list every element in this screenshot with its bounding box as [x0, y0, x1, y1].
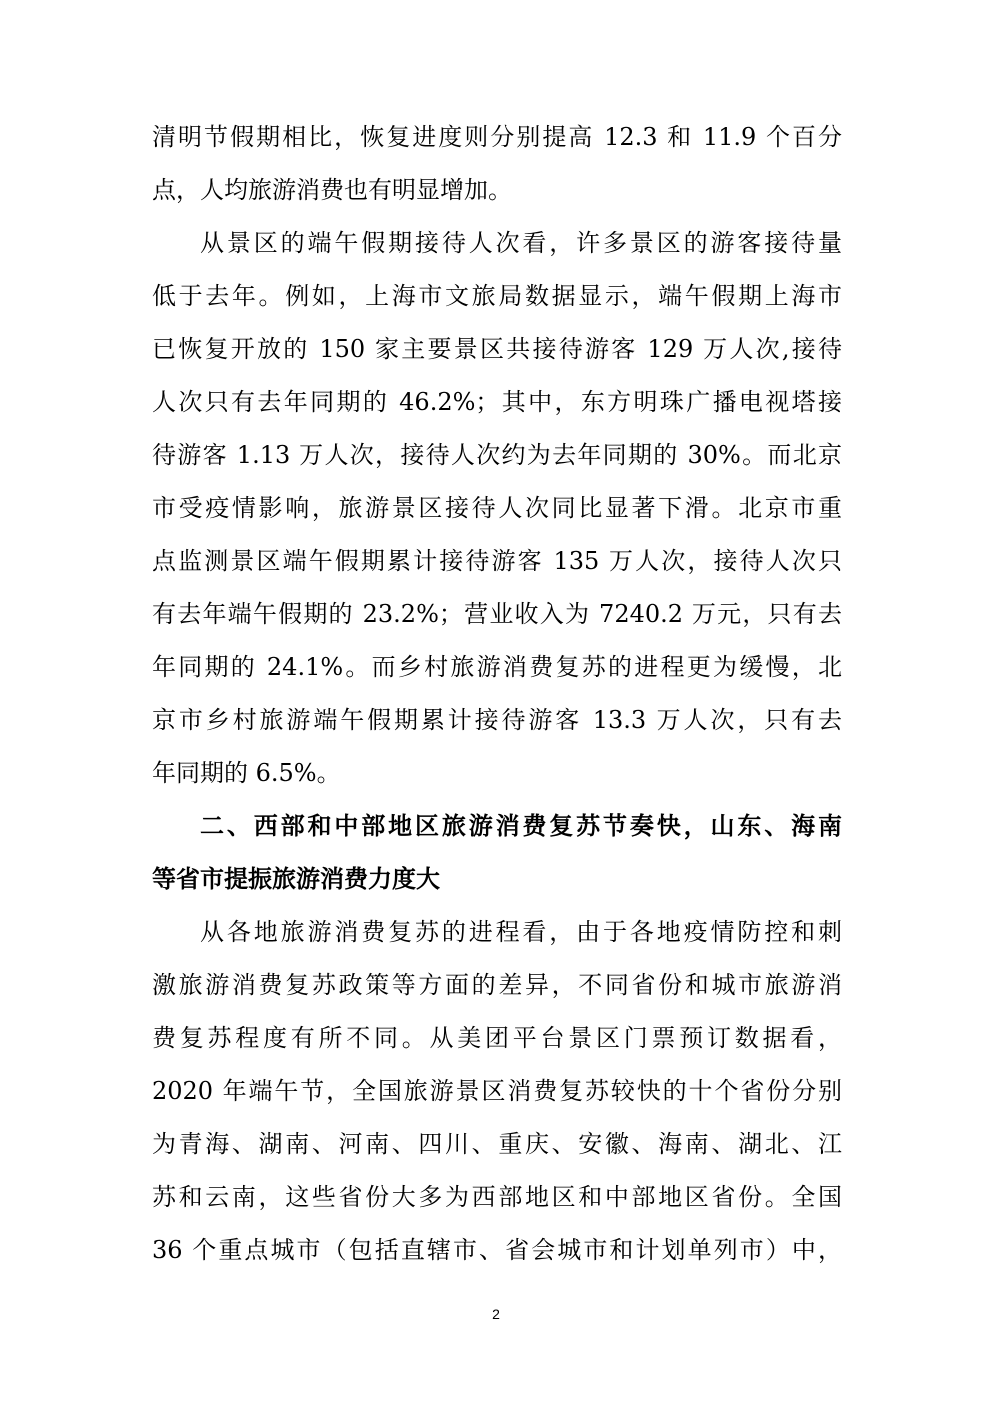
text-line-10: 有去年端午假期的 23.2%；营业收入为 7240.2 万元，只有去	[152, 600, 842, 628]
text-line-12: 京市乡村旅游端午假期累计接待游客 13.3 万人次，只有去	[152, 706, 842, 734]
text-line-2: 点，人均旅游消费也有明显增加。	[152, 176, 512, 204]
text-line-17: 2020 年端午节，全国旅游景区消费复苏较快的十个省份分别	[152, 1077, 842, 1105]
text-line-4: 低于去年。例如，上海市文旅局数据显示，端午假期上海市	[152, 282, 842, 310]
text-line-19: 苏和云南，这些省份大多为西部地区和中部地区省份。全国	[152, 1183, 842, 1211]
text-line-1: 清明节假期相比，恢复进度则分别提高 12.3 和 11.9 个百分	[152, 123, 842, 151]
text-line-3: 从景区的端午假期接待人次看，许多景区的游客接待量	[200, 229, 842, 257]
text-line-16: 费复苏程度有所不同。从美团平台景区门票预订数据看，	[152, 1024, 842, 1052]
text-line-14: 从各地旅游消费复苏的进程看，由于各地疫情防控和刺	[200, 918, 842, 946]
text-line-9: 点监测景区端午假期累计接待游客 135 万人次，接待人次只	[152, 547, 842, 575]
text-line-13: 年同期的 6.5%。	[152, 759, 341, 787]
section-heading-line-1: 二、西部和中部地区旅游消费复苏节奏快，山东、海南	[200, 812, 842, 840]
text-line-5: 已恢复开放的 150 家主要景区共接待游客 129 万人次,接待	[152, 335, 842, 363]
text-line-7: 待游客 1.13 万人次，接待人次约为去年同期的 30%。而北京	[152, 441, 842, 469]
text-line-11: 年同期的 24.1%。而乡村旅游消费复苏的进程更为缓慢，北	[152, 653, 842, 681]
text-line-15: 激旅游消费复苏政策等方面的差异，不同省份和城市旅游消	[152, 971, 842, 999]
text-line-18: 为青海、湖南、河南、四川、重庆、安徽、海南、湖北、江	[152, 1130, 842, 1158]
text-line-6: 人次只有去年同期的 46.2%；其中，东方明珠广播电视塔接	[152, 388, 842, 416]
page-number: 2	[492, 1306, 500, 1322]
text-line-20: 36 个重点城市（包括直辖市、省会城市和计划单列市）中，	[152, 1236, 842, 1264]
section-heading-line-2: 等省市提振旅游消费力度大	[152, 865, 440, 893]
text-line-8: 市受疫情影响，旅游景区接待人次同比显著下滑。北京市重	[152, 494, 842, 522]
